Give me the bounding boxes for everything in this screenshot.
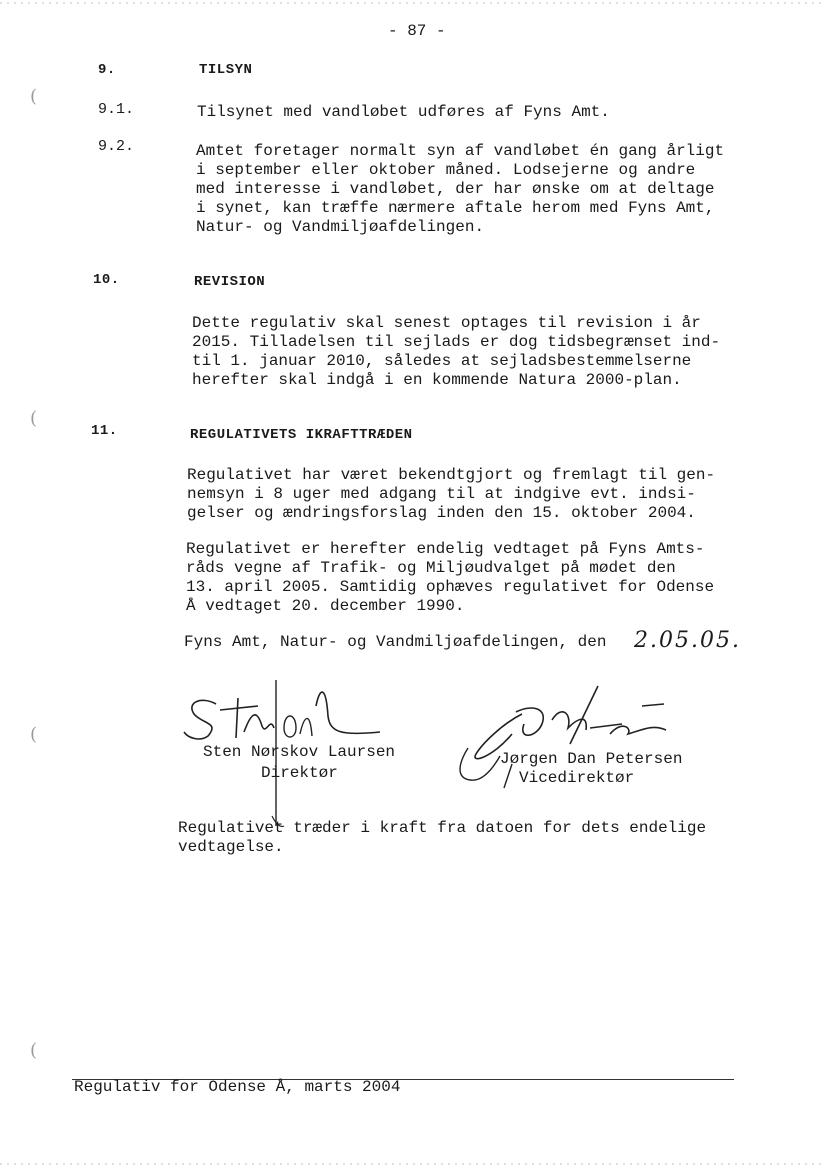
section-title: REVISION — [194, 274, 266, 290]
section-number: 9. — [98, 62, 116, 78]
section-text: Dette regulativ skal senest optages til revision i år 2015. Tilladelsen til sejlads er dog tidsbegrænset ind- til 1. januar 2010, således at sejladsbestemmelserne herefter skal indgå i en kommende Natura 2000-plan. — [192, 314, 721, 389]
footer-text: Regulativ for Odense Å, marts 2004 — [74, 1078, 401, 1096]
margin-mark: ( — [30, 86, 38, 107]
item-number: 9.2. — [98, 138, 135, 155]
signatory-right-title: Vicedirektør — [519, 769, 635, 787]
margin-mark: ( — [30, 724, 38, 745]
page-number: - 87 - — [388, 22, 446, 40]
signatory-left-name: Sten Nørskov Laursen — [203, 743, 396, 761]
section-title: REGULATIVETS IKRAFTTRÆDEN — [190, 427, 413, 443]
margin-mark: ( — [30, 1040, 38, 1061]
item-text: Amtet foretager normalt syn af vandløbet én gang årligt i september eller oktober måned. Lodsejerne og andre med interesse i vandløbet, der har ønske om at deltage i synet, kan træffe nærmere aftale herom med Fyns Amt, Natur- og Vandmiljøafdelingen. — [196, 142, 725, 236]
signatory-left-title: Direktør — [261, 764, 338, 782]
item-number: 9.1. — [98, 101, 135, 118]
signatory-right-name: Jørgen Dan Petersen — [500, 750, 683, 768]
section-title: TILSYN — [199, 62, 253, 78]
handwritten-date: 2.05.05. — [634, 628, 741, 653]
section-number: 11. — [91, 423, 118, 439]
section-text: Regulativet er herefter endelig vedtaget på Fyns Amts- råds vegne af Trafik- og Miljøudvalget på mødet den 13. april 2005. Samtidig ophæves regulativet for Odense Å vedtaget 20. december 1990. — [186, 540, 715, 615]
section-text: Regulativet har været bekendtgjort og fremlagt til gen- nemsyn i 8 uger med adgang til at indgive evt. indsi- gelser og ændringsforslag inden den 15. oktober 2004. — [187, 466, 716, 522]
scan-artifact-bottom — [0, 1163, 826, 1165]
margin-mark: ( — [30, 408, 38, 429]
scan-artifact-top — [0, 2, 826, 4]
signing-place-line: Fyns Amt, Natur- og Vandmiljøafdelingen, den — [184, 633, 607, 651]
closing-text: Regulativet træder i kraft fra datoen for dets endelige vedtagelse. — [178, 819, 707, 856]
section-number: 10. — [93, 272, 120, 288]
item-text: Tilsynet med vandløbet udføres af Fyns Amt. — [197, 103, 610, 121]
